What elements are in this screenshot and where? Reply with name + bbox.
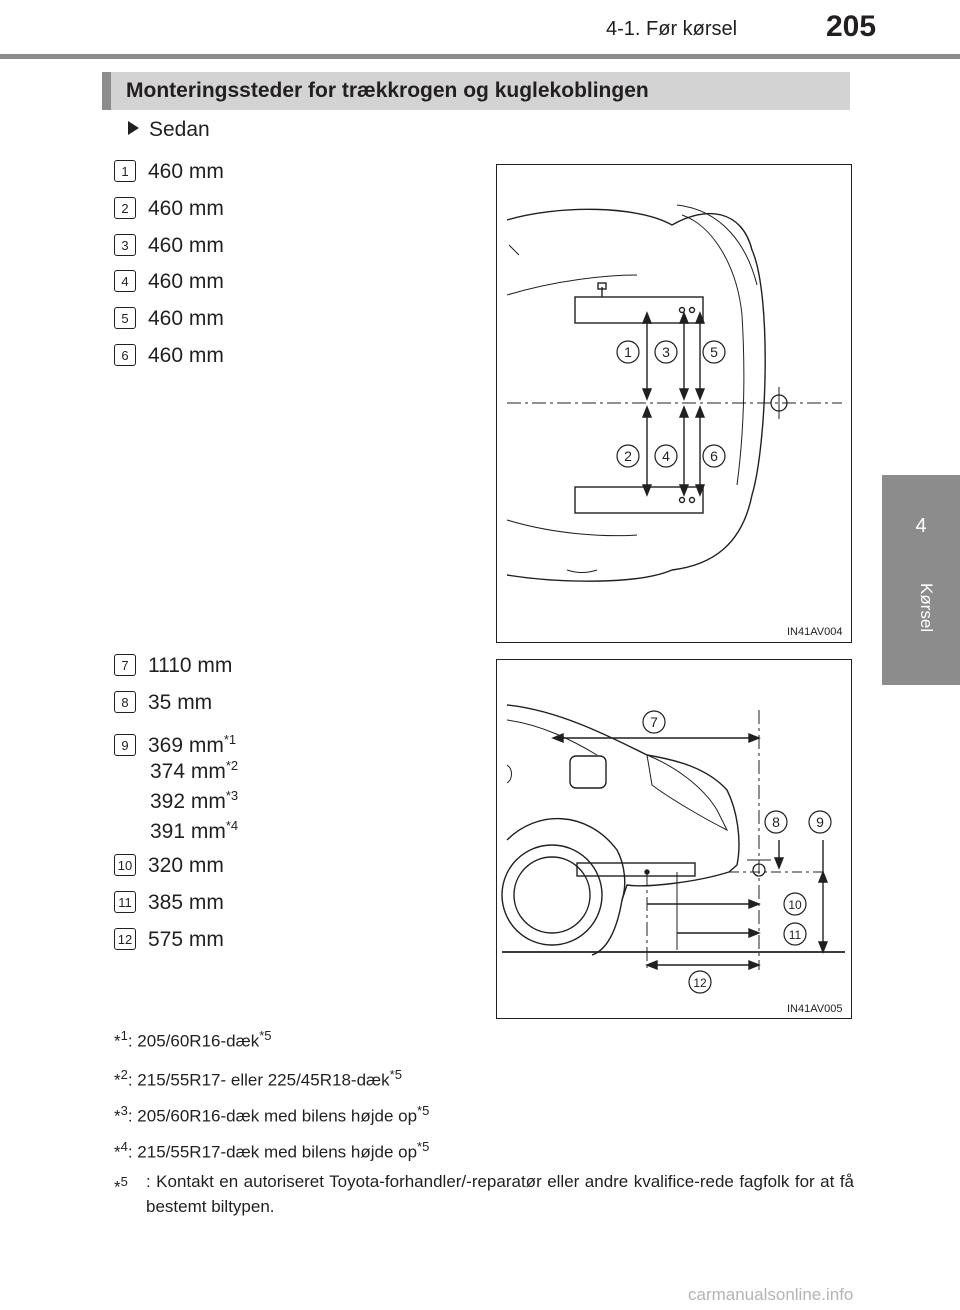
item-value: 460 mm xyxy=(148,270,224,293)
subheading xyxy=(128,118,210,142)
item-value: 460 mm xyxy=(148,234,224,257)
item-value: 392 mm xyxy=(150,790,226,813)
tire-note-ref: *4 xyxy=(225,818,239,833)
callout-label: 8 xyxy=(772,814,780,830)
footnote-number: 3 xyxy=(120,1103,128,1118)
callout-label: 5 xyxy=(710,344,718,360)
footnote-mark: * xyxy=(114,1070,121,1090)
section-accent xyxy=(102,72,111,110)
callout-label: 11 xyxy=(788,928,802,942)
figure-underbody-top-view xyxy=(496,164,852,643)
footnote-mark: * xyxy=(114,1031,121,1051)
callout-label: 7 xyxy=(650,714,658,730)
tire-note-ref: *1 xyxy=(223,732,237,747)
list-item-continuation xyxy=(150,788,238,814)
callout-label: 1 xyxy=(624,344,632,360)
footnote xyxy=(114,1099,429,1129)
item-value: 460 mm xyxy=(148,307,224,330)
figure-rear-side-view xyxy=(496,659,852,1019)
watermark: carmanualsonline.info xyxy=(688,1285,854,1304)
footnote-number: 5 xyxy=(120,1174,128,1189)
callout-label: 2 xyxy=(624,448,632,464)
item-number-badge: 9 xyxy=(114,734,136,756)
list-item xyxy=(114,691,212,715)
item-value: 1110 mm xyxy=(148,654,233,677)
callout-label: 9 xyxy=(816,814,824,830)
footnote-mark: * xyxy=(114,1142,121,1162)
list-item xyxy=(114,160,224,184)
chapter-number: 4 xyxy=(915,515,927,537)
footnote-number: 4 xyxy=(120,1139,128,1154)
figure-code: IN41AV005 xyxy=(787,1003,843,1015)
item-value: 320 mm xyxy=(148,854,224,877)
list-item xyxy=(114,344,224,368)
footnote-number: 1 xyxy=(120,1028,128,1043)
section-title: Monteringssteder for trækkrogen og kuglekoblingen xyxy=(126,79,649,102)
list-item xyxy=(114,197,224,221)
triangle-bullet-icon xyxy=(128,121,139,135)
footnote xyxy=(114,1135,429,1165)
footnote-mark: * xyxy=(114,1106,121,1126)
item-number-badge: 1 xyxy=(114,160,136,182)
tire-note-ref: *3 xyxy=(225,788,239,803)
item-number-badge: 2 xyxy=(114,197,136,219)
item-number-badge: 4 xyxy=(114,270,136,292)
item-number-badge: 5 xyxy=(114,307,136,329)
list-item-continuation xyxy=(150,818,238,844)
item-number-badge: 10 xyxy=(114,854,136,876)
footnote-ref: *5 xyxy=(389,1067,402,1082)
subheading-text: Sedan xyxy=(149,118,210,141)
footnote-text: : 205/60R16-dæk xyxy=(127,1031,260,1051)
item-value: 385 mm xyxy=(148,891,224,914)
footnote-ref: *5 xyxy=(259,1028,272,1043)
item-value: 460 mm xyxy=(148,160,224,183)
footnote xyxy=(114,1169,854,1219)
tire-note-ref: *2 xyxy=(225,758,239,773)
callout-label: 6 xyxy=(710,448,718,464)
footnote-mark: * xyxy=(114,1177,121,1197)
chapter-label: Kørsel xyxy=(917,583,936,633)
list-item xyxy=(114,270,224,294)
item-value: 35 mm xyxy=(148,691,213,714)
item-number-badge: 12 xyxy=(114,928,136,950)
item-number-badge: 11 xyxy=(114,891,136,913)
footnote-ref: *5 xyxy=(417,1103,430,1118)
footnote-number: 2 xyxy=(120,1067,128,1082)
footnote-ref: *5 xyxy=(417,1139,430,1154)
footnote-text: : 215/55R17- eller 225/45R18-dæk xyxy=(127,1070,390,1090)
list-item xyxy=(114,654,232,678)
chapter-tab[interactable] xyxy=(882,475,960,685)
item-number-badge: 7 xyxy=(114,654,136,676)
callout-label: 12 xyxy=(693,976,707,990)
item-value: 391 mm xyxy=(150,820,226,843)
rear-side-diagram xyxy=(497,660,851,1018)
list-item xyxy=(114,891,224,915)
footnote-text: : Kontakt en autoriseret Toyota-forhandler/-reparatør eller andre kvalifice-rede fagfolk for at få bestemt biltypen. xyxy=(146,1172,854,1216)
list-item xyxy=(114,234,224,258)
list-item-continuation xyxy=(150,758,238,784)
section-heading-bar xyxy=(102,72,850,110)
list-item xyxy=(114,928,224,952)
footnote xyxy=(114,1063,402,1093)
item-value: 369 mm xyxy=(148,734,224,757)
footnote-text: : 205/60R16-dæk med bilens højde op xyxy=(127,1106,418,1126)
callout-label: 10 xyxy=(788,898,802,912)
list-item xyxy=(114,854,224,878)
item-number-badge: 6 xyxy=(114,344,136,366)
footnote xyxy=(114,1024,272,1054)
page-number: 205 xyxy=(826,10,877,43)
figure-code: IN41AV004 xyxy=(787,626,843,638)
header-rule xyxy=(0,54,960,59)
underbody-diagram xyxy=(497,165,851,642)
item-value: 575 mm xyxy=(148,928,224,951)
item-value: 460 mm xyxy=(148,197,224,220)
item-number-badge: 8 xyxy=(114,691,136,713)
item-number-badge: 3 xyxy=(114,234,136,256)
footnote-text: : 215/55R17-dæk med bilens højde op xyxy=(127,1142,418,1162)
callout-label: 4 xyxy=(662,448,670,464)
item-value: 374 mm xyxy=(150,760,226,783)
list-item xyxy=(114,307,224,331)
callout-label: 3 xyxy=(662,344,670,360)
header-section-title: 4-1. Før kørsel xyxy=(606,18,738,40)
item-value: 460 mm xyxy=(148,344,224,367)
list-item xyxy=(114,728,236,758)
